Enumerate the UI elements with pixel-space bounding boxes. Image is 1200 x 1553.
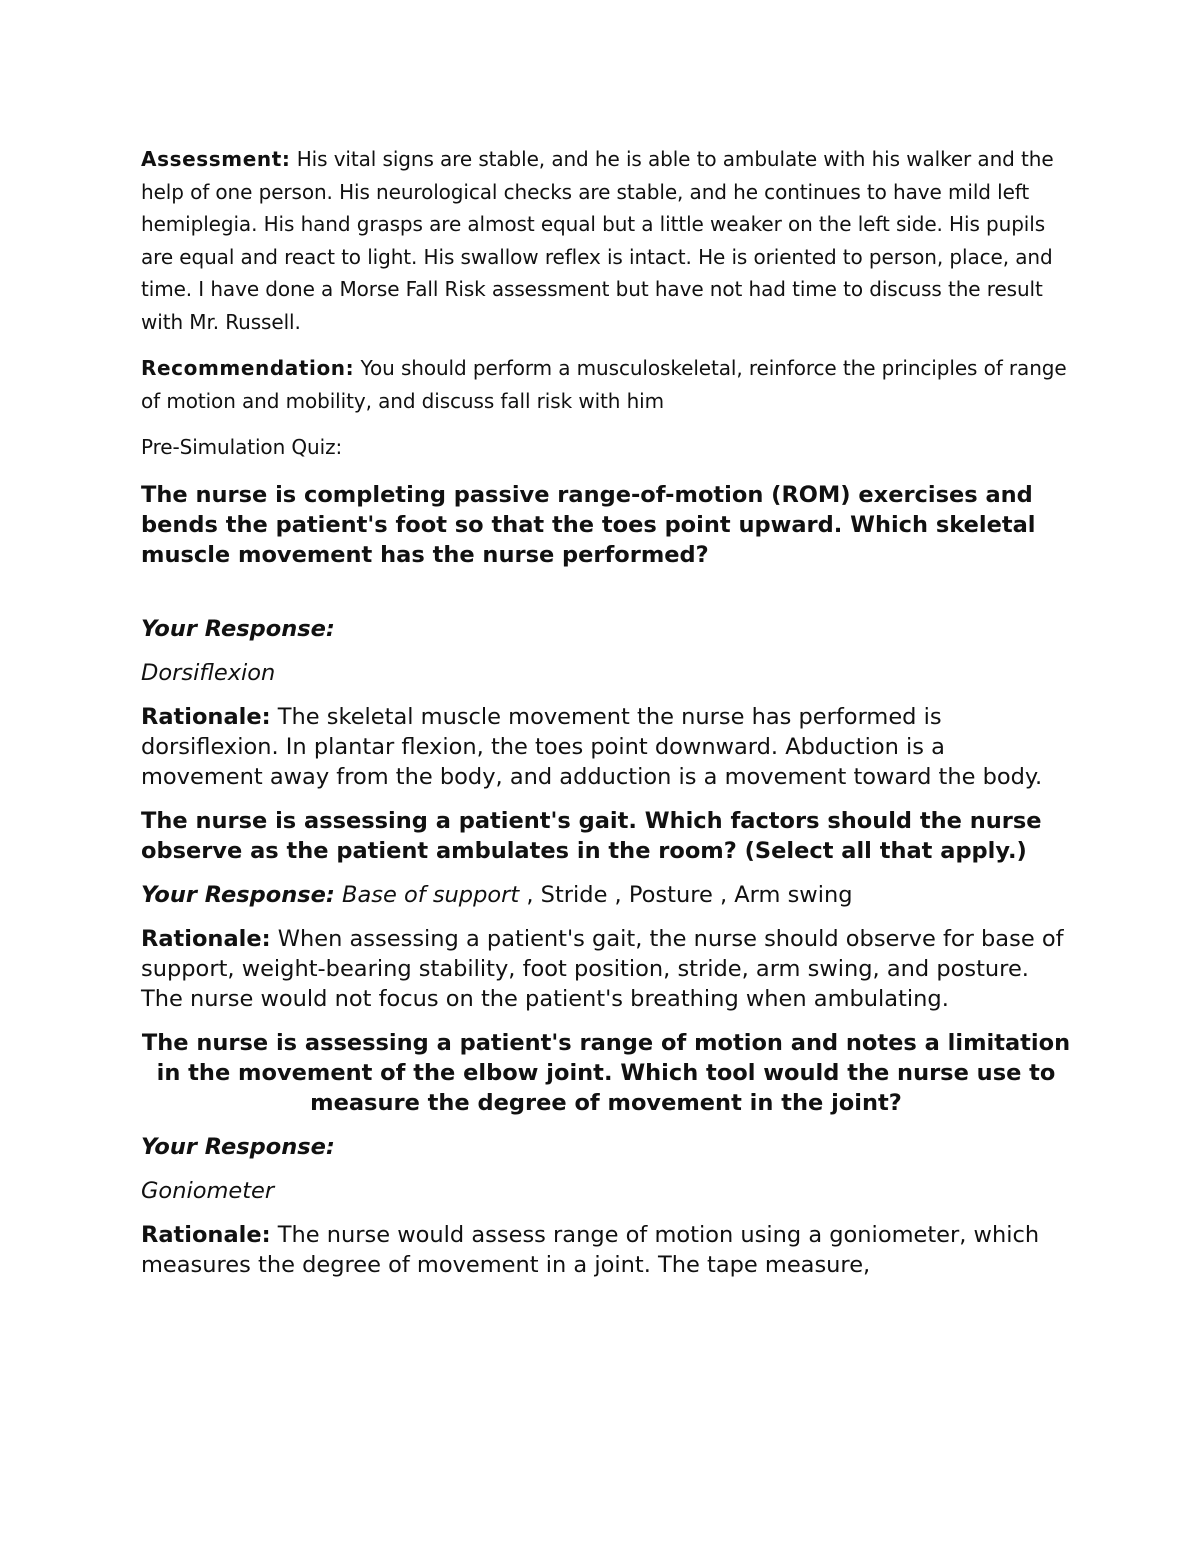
assessment-paragraph [141,143,1071,338]
question-3-response: Goniometer [141,1177,275,1204]
question-1-rationale-label: Rationale: [141,703,271,730]
question-2-rationale-text: When assessing a patient's gait, the nurse should observe for base of support, weight-bearing stability, foot position, stride, arm swing, and posture. The nurse would not focus on the patient's breathing when ambulating. [141,925,1064,1012]
question-3-rationale-text: The nurse would assess range of motion using a goniometer, which measures the degree of movement in a joint. The tape measure, [141,1221,1040,1278]
question-1-rationale [141,702,1071,792]
assessment-label: Assessment: [141,147,291,171]
question-3-rationale-label: Rationale: [141,1221,271,1248]
question-3: The nurse is assessing a patient's range of motion and notes a limitation in the movement of the elbow joint. Which tool would the nurse use to measure the degree of movement in the joint? [141,1029,1071,1116]
question-1-response: Dorsiflexion [141,659,276,686]
question-2-response-first: Base of support [334,881,520,908]
question-1-response-label: Your Response: [141,615,335,642]
question-1: The nurse is completing passive range-of-motion (ROM) exercises and bends the patient's foot so that the toes point upward. Which skeletal muscle movement has the nurse performed? [141,481,1036,568]
recommendation-paragraph [141,352,1071,417]
question-2: The nurse is assessing a patient's gait. Which factors should the nurse observe as the patient ambulates in the room? (Select all that apply.) [141,807,1042,864]
question-2-response-line [141,880,1071,910]
question-1-rationale-text: The skeletal muscle movement the nurse has performed is dorsiflexion. In plantar flexion, the toes point downward. Abduction is a movement away from the body, and adduction is a movement toward the body. [141,703,1043,790]
question-2-response-rest: , Stride , Posture , Arm swing [519,881,853,908]
quiz-title: Pre-Simulation Quiz: [141,435,343,459]
question-2-rationale [141,924,1071,1014]
question-3-rationale [141,1220,1071,1280]
document-page [141,143,1071,1294]
recommendation-label: Recommendation: [141,356,355,380]
question-2-rationale-label: Rationale: [141,925,271,952]
question-3-response-label: Your Response: [141,1133,335,1160]
assessment-text: His vital signs are stable, and he is able to ambulate with his walker and the help of one person. His neurological checks are stable, and he continues to have mild left hemiplegia. His hand grasps are almost equal but a little weaker on the left side. His pupils are equal and react to light. His swallow reflex is intact. He is oriented to person, place, and time. I have done a Morse Fall Risk assessment but have not had time to discuss the result with Mr. Russell. [141,147,1054,334]
question-2-response-label: Your Response: [141,881,335,908]
recommendation-text: You should perform a musculoskeletal, reinforce the principles of range of motion and mobility, and discuss fall risk with him [141,356,1067,413]
